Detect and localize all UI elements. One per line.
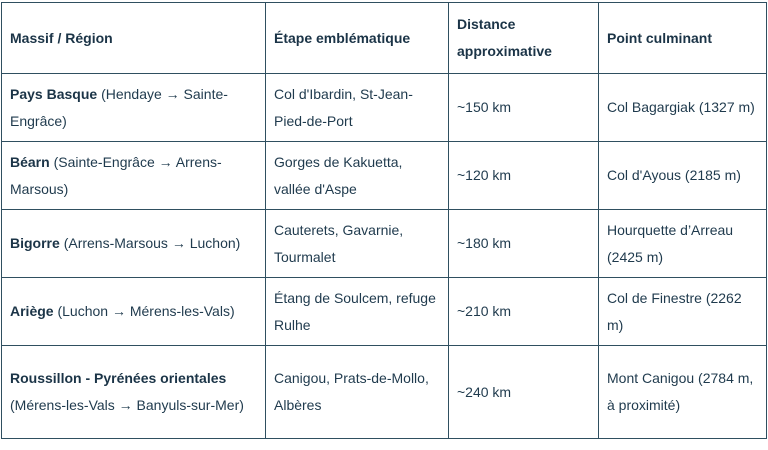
- cell-point: Col d'Ayous (2185 m): [599, 142, 767, 210]
- cell-point: Col de Finestre (2262 m): [599, 278, 767, 346]
- table-row: [2, 278, 767, 346]
- cell-point: Mont Canigou (2784 m, à proximité): [599, 346, 767, 439]
- cell-point: Col Bagargiak (1327 m): [599, 74, 767, 142]
- region-name: Béarn: [10, 153, 50, 170]
- header-massif: Massif / Région: [2, 3, 266, 74]
- region-route: (Mérens-les-Vals → Banyuls-sur-Mer): [10, 397, 244, 413]
- header-distance: Distance approximative: [449, 3, 599, 74]
- table-row: [2, 346, 767, 439]
- cell-distance: ~120 km: [449, 142, 599, 210]
- cell-etape: Col d'Ibardin, St-Jean-Pied-de-Port: [266, 74, 449, 142]
- cell-massif: [2, 346, 266, 439]
- region-name: Pays Basque: [10, 85, 98, 102]
- cell-massif: [2, 278, 266, 346]
- cell-etape: Gorges de Kakuetta, vallée d'Aspe: [266, 142, 449, 210]
- region-name: Ariège: [10, 303, 54, 319]
- region-name: Bigorre: [10, 235, 60, 251]
- cell-distance: ~210 km: [449, 278, 599, 346]
- cell-distance: ~180 km: [449, 210, 599, 278]
- cell-etape: Canigou, Prats-de-Mollo, Albères: [266, 346, 449, 439]
- cell-massif: [2, 142, 266, 210]
- region-route: (Sainte-Engrâce → Arrens-Marsous): [10, 153, 222, 197]
- table-header-row: [2, 3, 767, 74]
- header-etape: Étape emblématique: [266, 3, 449, 74]
- cell-etape: Cauterets, Gavarnie, Tourmalet: [266, 210, 449, 278]
- cell-point: Hourquette d’Arreau (2425 m): [599, 210, 767, 278]
- region-route: (Hendaye → Sainte-Engrâce): [10, 85, 228, 129]
- region-route: (Luchon → Mérens-les-Vals): [57, 303, 235, 319]
- table-row: [2, 142, 767, 210]
- region-route: (Arrens-Marsous → Luchon): [63, 235, 241, 251]
- cell-etape: Étang de Soulcem, refuge Rulhe: [266, 278, 449, 346]
- cell-massif: [2, 210, 266, 278]
- cell-massif: [2, 74, 266, 142]
- table-container: [1, 2, 766, 439]
- massif-table: [1, 2, 767, 439]
- cell-distance: ~240 km: [449, 346, 599, 439]
- table-row: [2, 210, 767, 278]
- table-row: [2, 74, 767, 142]
- header-point: Point culminant: [599, 3, 767, 74]
- region-name: Roussillon - Pyrénées orientales: [10, 370, 227, 386]
- cell-distance: ~150 km: [449, 74, 599, 142]
